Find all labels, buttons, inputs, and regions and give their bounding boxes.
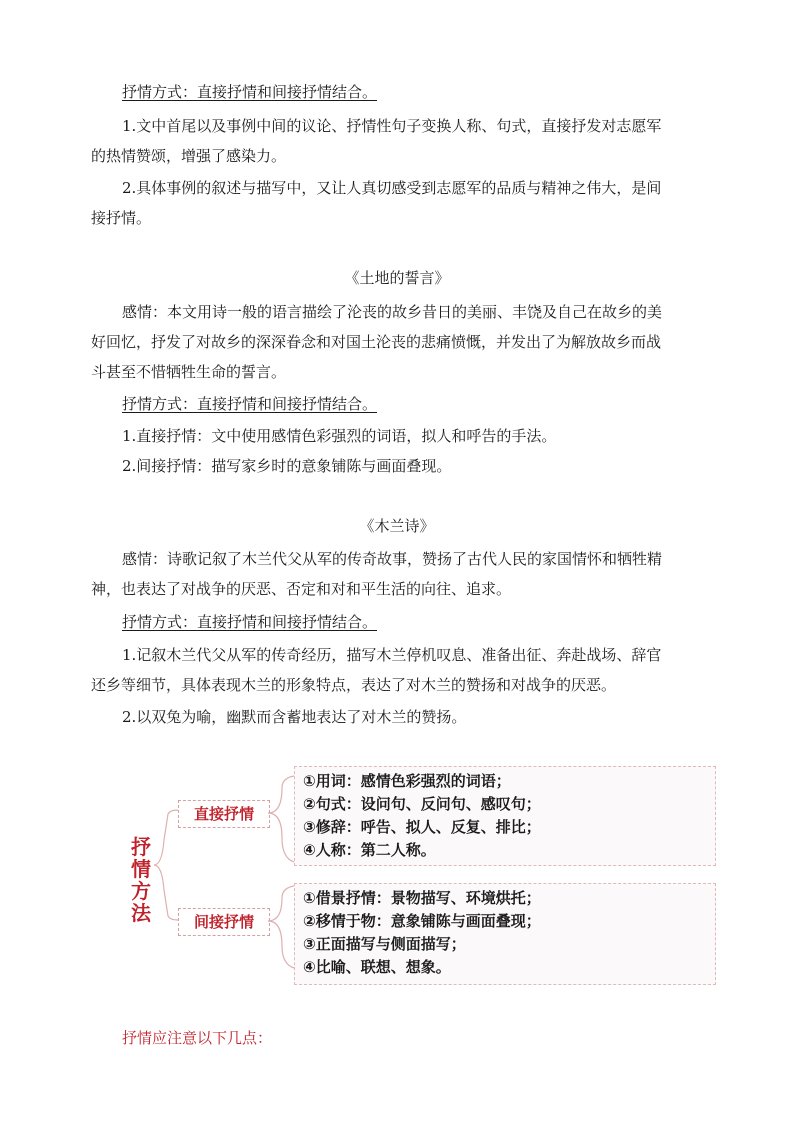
diagram-title-char: 抒: [131, 835, 151, 859]
direct-item: ③修辞：呼告、拟人、反复、排比；: [303, 818, 541, 836]
section-title: 《土地的誓言》: [344, 269, 450, 287]
paragraph-line: 1.记叙木兰代父从军的传奇经历，描写木兰停机叹息、准备出征、奔赴战场、辞官: [122, 646, 662, 664]
indirect-item: ①借景抒情：景物描写、环境烘托；: [303, 889, 541, 907]
footer-note: 抒情应注意以下几点：: [122, 1029, 273, 1047]
direct-item: ④人称：第二人称。: [303, 841, 436, 859]
method-label: 抒情方式：直接抒情和间接抒情结合。: [122, 395, 378, 413]
direct-lyric-box: [294, 766, 716, 866]
paragraph-line: 1.直接抒情：文中使用感情色彩强烈的词语，拟人和呼告的手法。: [122, 427, 557, 445]
paragraph-line: 感情：诗歌记叙了木兰代父从军的传奇故事，赞扬了古代人民的家国情怀和牺牲精: [122, 550, 663, 568]
diagram-title-char: 情: [131, 857, 151, 881]
indirect-lyric-box: [294, 883, 716, 985]
direct-item: ②句式：设问句、反问句、感叹句；: [303, 795, 541, 813]
paragraph-line: 还乡等细节，具体表现木兰的形象特点，表达了对木兰的赞扬和对战争的厌恶。: [91, 676, 617, 694]
paragraph-line: 2.具体事例的叙述与描写中，又让人真切感受到志愿军的品质与精神之伟大，是间: [122, 179, 662, 197]
paragraph-line: 好回忆，抒发了对故乡的深深眷念和对国土沦丧的悲痛愤慨，并发出了为解放故乡而战: [91, 333, 662, 351]
method-label: 抒情方式：直接抒情和间接抒情结合。: [122, 613, 378, 631]
paragraph-line: 神，也表达了对战争的厌恶、否定和对和平生活的向往、追求。: [91, 580, 512, 598]
paragraph-line: 感情：本文用诗一般的语言描绘了沦丧的故乡昔日的美丽、丰饶及自己在故乡的美: [122, 303, 663, 321]
direct-item: ①用词：感情色彩强烈的词语；: [303, 772, 511, 790]
paragraph-line: 斗甚至不惜牺牲生命的誓言。: [91, 363, 287, 381]
indirect-item: ②移情于物：意象铺陈与画面叠现；: [303, 912, 541, 930]
diagram-title-char: 法: [131, 901, 151, 925]
indirect-item: ③正面描写与侧面描写；: [303, 935, 466, 953]
diagram-title-char: 方: [131, 879, 151, 903]
method-label: 抒情方式：直接抒情和间接抒情结合。: [122, 83, 378, 101]
paragraph-line: 2.间接抒情：描写家乡时的意象铺陈与画面叠现。: [122, 457, 452, 475]
paragraph-line: 的热情赞颂，增强了感染力。: [91, 147, 287, 165]
paragraph-line: 1.文中首尾以及事例中间的议论、抒情性句子变换人称、句式，直接抒发对志愿军: [122, 117, 662, 135]
paragraph-line: 接抒情。: [91, 209, 152, 227]
direct-lyric-tag: 直接抒情: [178, 800, 270, 828]
indirect-item: ④比喻、联想、想象。: [303, 958, 451, 976]
section-title: 《木兰诗》: [359, 517, 435, 535]
indirect-lyric-tag: 间接抒情: [178, 908, 270, 936]
paragraph-line: 2.以双兔为喻，幽默而含蓄地表达了对木兰的赞扬。: [122, 708, 467, 726]
